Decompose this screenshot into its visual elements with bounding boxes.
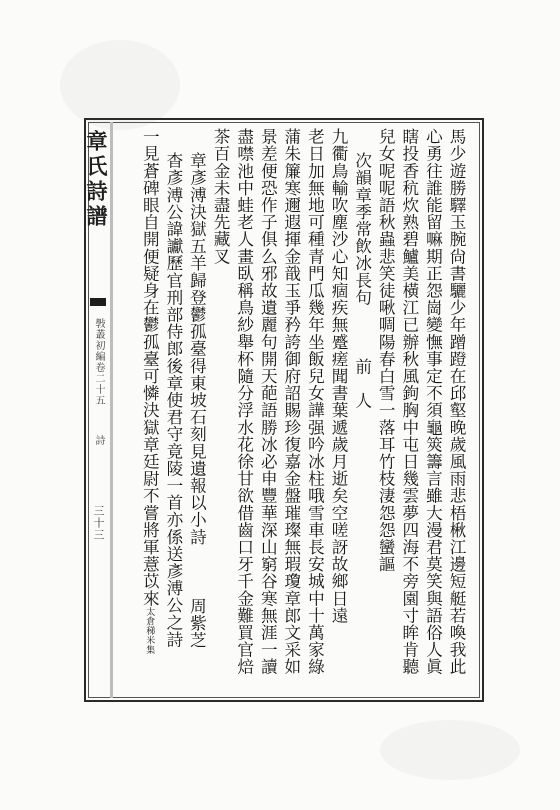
column-text: 杳彥溥公諱讞歷官刑部侍郎後章使君守竟陵一首亦係送彥溥公之詩	[163, 152, 183, 648]
column-text: 心勇往誰能留嘛期正怨崗變憮事定不須龜筴籌言雖大漫君莫笑與語俗人眞	[423, 128, 443, 676]
paper-stain	[380, 720, 520, 780]
text-column	[161, 128, 185, 688]
column-text: 章彥溥決獄五羊歸登鬱孤臺得東坡石刻見遺報以小詩	[187, 152, 207, 546]
text-column	[374, 128, 398, 688]
source-note: 太倉稊米集	[144, 606, 155, 655]
text-column	[256, 128, 280, 688]
author-attribution: 周紫芝	[187, 597, 207, 649]
column-text: 一見蒼碑眼自開便疑身在鬱孤臺可憐決獄章廷尉不嘗將軍薏苡來	[140, 128, 160, 607]
text-column	[279, 128, 303, 688]
genre-label: 詩	[93, 435, 104, 445]
text-column	[326, 128, 350, 688]
text-column	[350, 128, 374, 688]
paper-stain	[60, 40, 180, 130]
column-text: 兒女呢呢語秋蟲悲笑徒啾啁陽春白雪一落耳竹枝淒怨怨蠻謳	[376, 128, 396, 573]
column-text: 茶百金未盡先藏叉	[211, 128, 231, 265]
column-text: 瞎投香秔炊熟碧鱸美橫江已辦秋風鉤胸中屯日幾雲夢四海不旁園寸眸肯聽	[399, 128, 419, 676]
fishtail-mark	[90, 298, 106, 306]
text-column	[397, 128, 421, 688]
text-column	[185, 128, 209, 688]
column-text: 九衢鳥輸吹塵沙心知痼疾無蹙瘥聞書葉遞歲月逝矣空嗟訝故鄉日遠	[329, 128, 349, 624]
column-text: 馬少遊勝驛玉腕尙書驪少年蹭蹬在邱壑晚歲風雨悲梧楸江邊短艇若喚我此	[447, 128, 466, 676]
column-text: 老日加無地可種青門瓜幾年坐飯兒女譁强吟冰柱哦雪車長安城中十萬家綠	[305, 128, 325, 676]
poem-text-body	[116, 128, 468, 688]
column-text: 次韻章季常飲冰長句	[352, 152, 372, 306]
author-attribution: 前 人	[352, 357, 372, 410]
text-column	[208, 128, 232, 688]
text-column	[421, 128, 445, 688]
column-text: 景差便恐作子俱么邪故遺麗句開天葩語勝冰必申豐華深山窮谷寒無涯一讀	[258, 128, 278, 676]
page-number: 三十三	[92, 505, 105, 541]
text-column	[303, 128, 327, 688]
column-text: 蒲朱簾寒邇遐揮金戠玉爭矜誇御府詔賜珍復嘉金盤璀璨無瑕瓊章郎文采如	[281, 128, 301, 676]
text-column	[444, 128, 468, 688]
text-column	[232, 128, 256, 688]
book-title: 章氏詩譜	[84, 130, 109, 230]
column-text: 盡噤池中蛙老人畫臥稱鳥紗舉杯隨分浮水花徐甘欲借齒口牙千金難買官焙	[234, 128, 254, 676]
text-column	[138, 128, 162, 688]
volume-label: 斅叢初編卷二十五	[93, 318, 104, 406]
